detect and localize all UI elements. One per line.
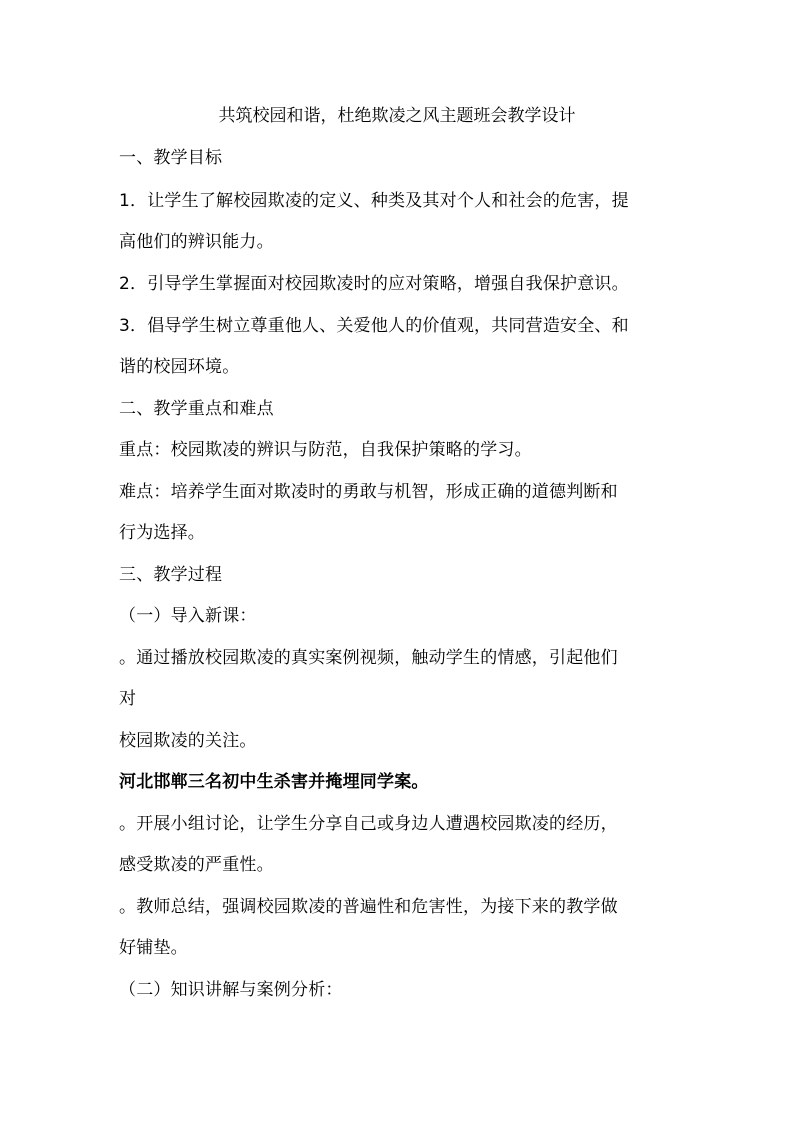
document-title: 共筑校园和谐，杜绝欺凌之风主题班会教学设计 xyxy=(218,106,576,126)
key-point: 重点：校园欺凌的辨识与防范，自我保护策略的学习。 xyxy=(119,440,532,460)
goal-3-line-2: 谐的校园环境。 xyxy=(119,357,240,377)
group-discussion-line-2: 感受欺凌的严重性。 xyxy=(119,855,274,875)
intro-video-line-1: 。通过播放校园欺凌的真实案例视频，触动学生的情感，引起他们 xyxy=(119,648,618,668)
difficult-point-line-2: 行为选择。 xyxy=(119,523,205,543)
heading-teaching-goals: 一、教学目标 xyxy=(119,148,223,168)
goal-1-line-2: 高他们的辨识能力。 xyxy=(119,232,274,252)
subheading-knowledge-case-analysis: （二）知识讲解与案例分析： xyxy=(119,980,343,1000)
teacher-summary-line-1: 。教师总结，强调校园欺凌的普遍性和危害性，为接下来的教学做 xyxy=(119,897,618,917)
subheading-introduction: （一）导入新课： xyxy=(119,606,257,626)
heading-teaching-process: 三、教学过程 xyxy=(119,565,223,585)
goal-3-line-1: 3．倡导学生树立尊重他人、关爱他人的价值观，共同营造安全、和 xyxy=(119,316,629,336)
heading-key-points: 二、教学重点和难点 xyxy=(119,399,274,419)
intro-video-line-2: 对 xyxy=(119,689,137,709)
goal-2: 2．引导学生掌握面对校园欺凌时的应对策略，增强自我保护意识。 xyxy=(119,274,629,294)
intro-video-line-3: 校园欺凌的关注。 xyxy=(119,731,257,751)
case-title: 河北邯郸三名初中生杀害并掩埋同学案。 xyxy=(119,772,429,792)
goal-1-line-1: 1．让学生了解校园欺凌的定义、种类及其对个人和社会的危害，提 xyxy=(119,191,629,211)
teacher-summary-line-2: 好铺垫。 xyxy=(119,938,188,958)
difficult-point-line-1: 难点：培养学生面对欺凌时的勇敢与机智，形成正确的道德判断和 xyxy=(119,482,618,502)
group-discussion-line-1: 。开展小组讨论，让学生分享自己或身边人遭遇校园欺凌的经历， xyxy=(119,814,618,834)
